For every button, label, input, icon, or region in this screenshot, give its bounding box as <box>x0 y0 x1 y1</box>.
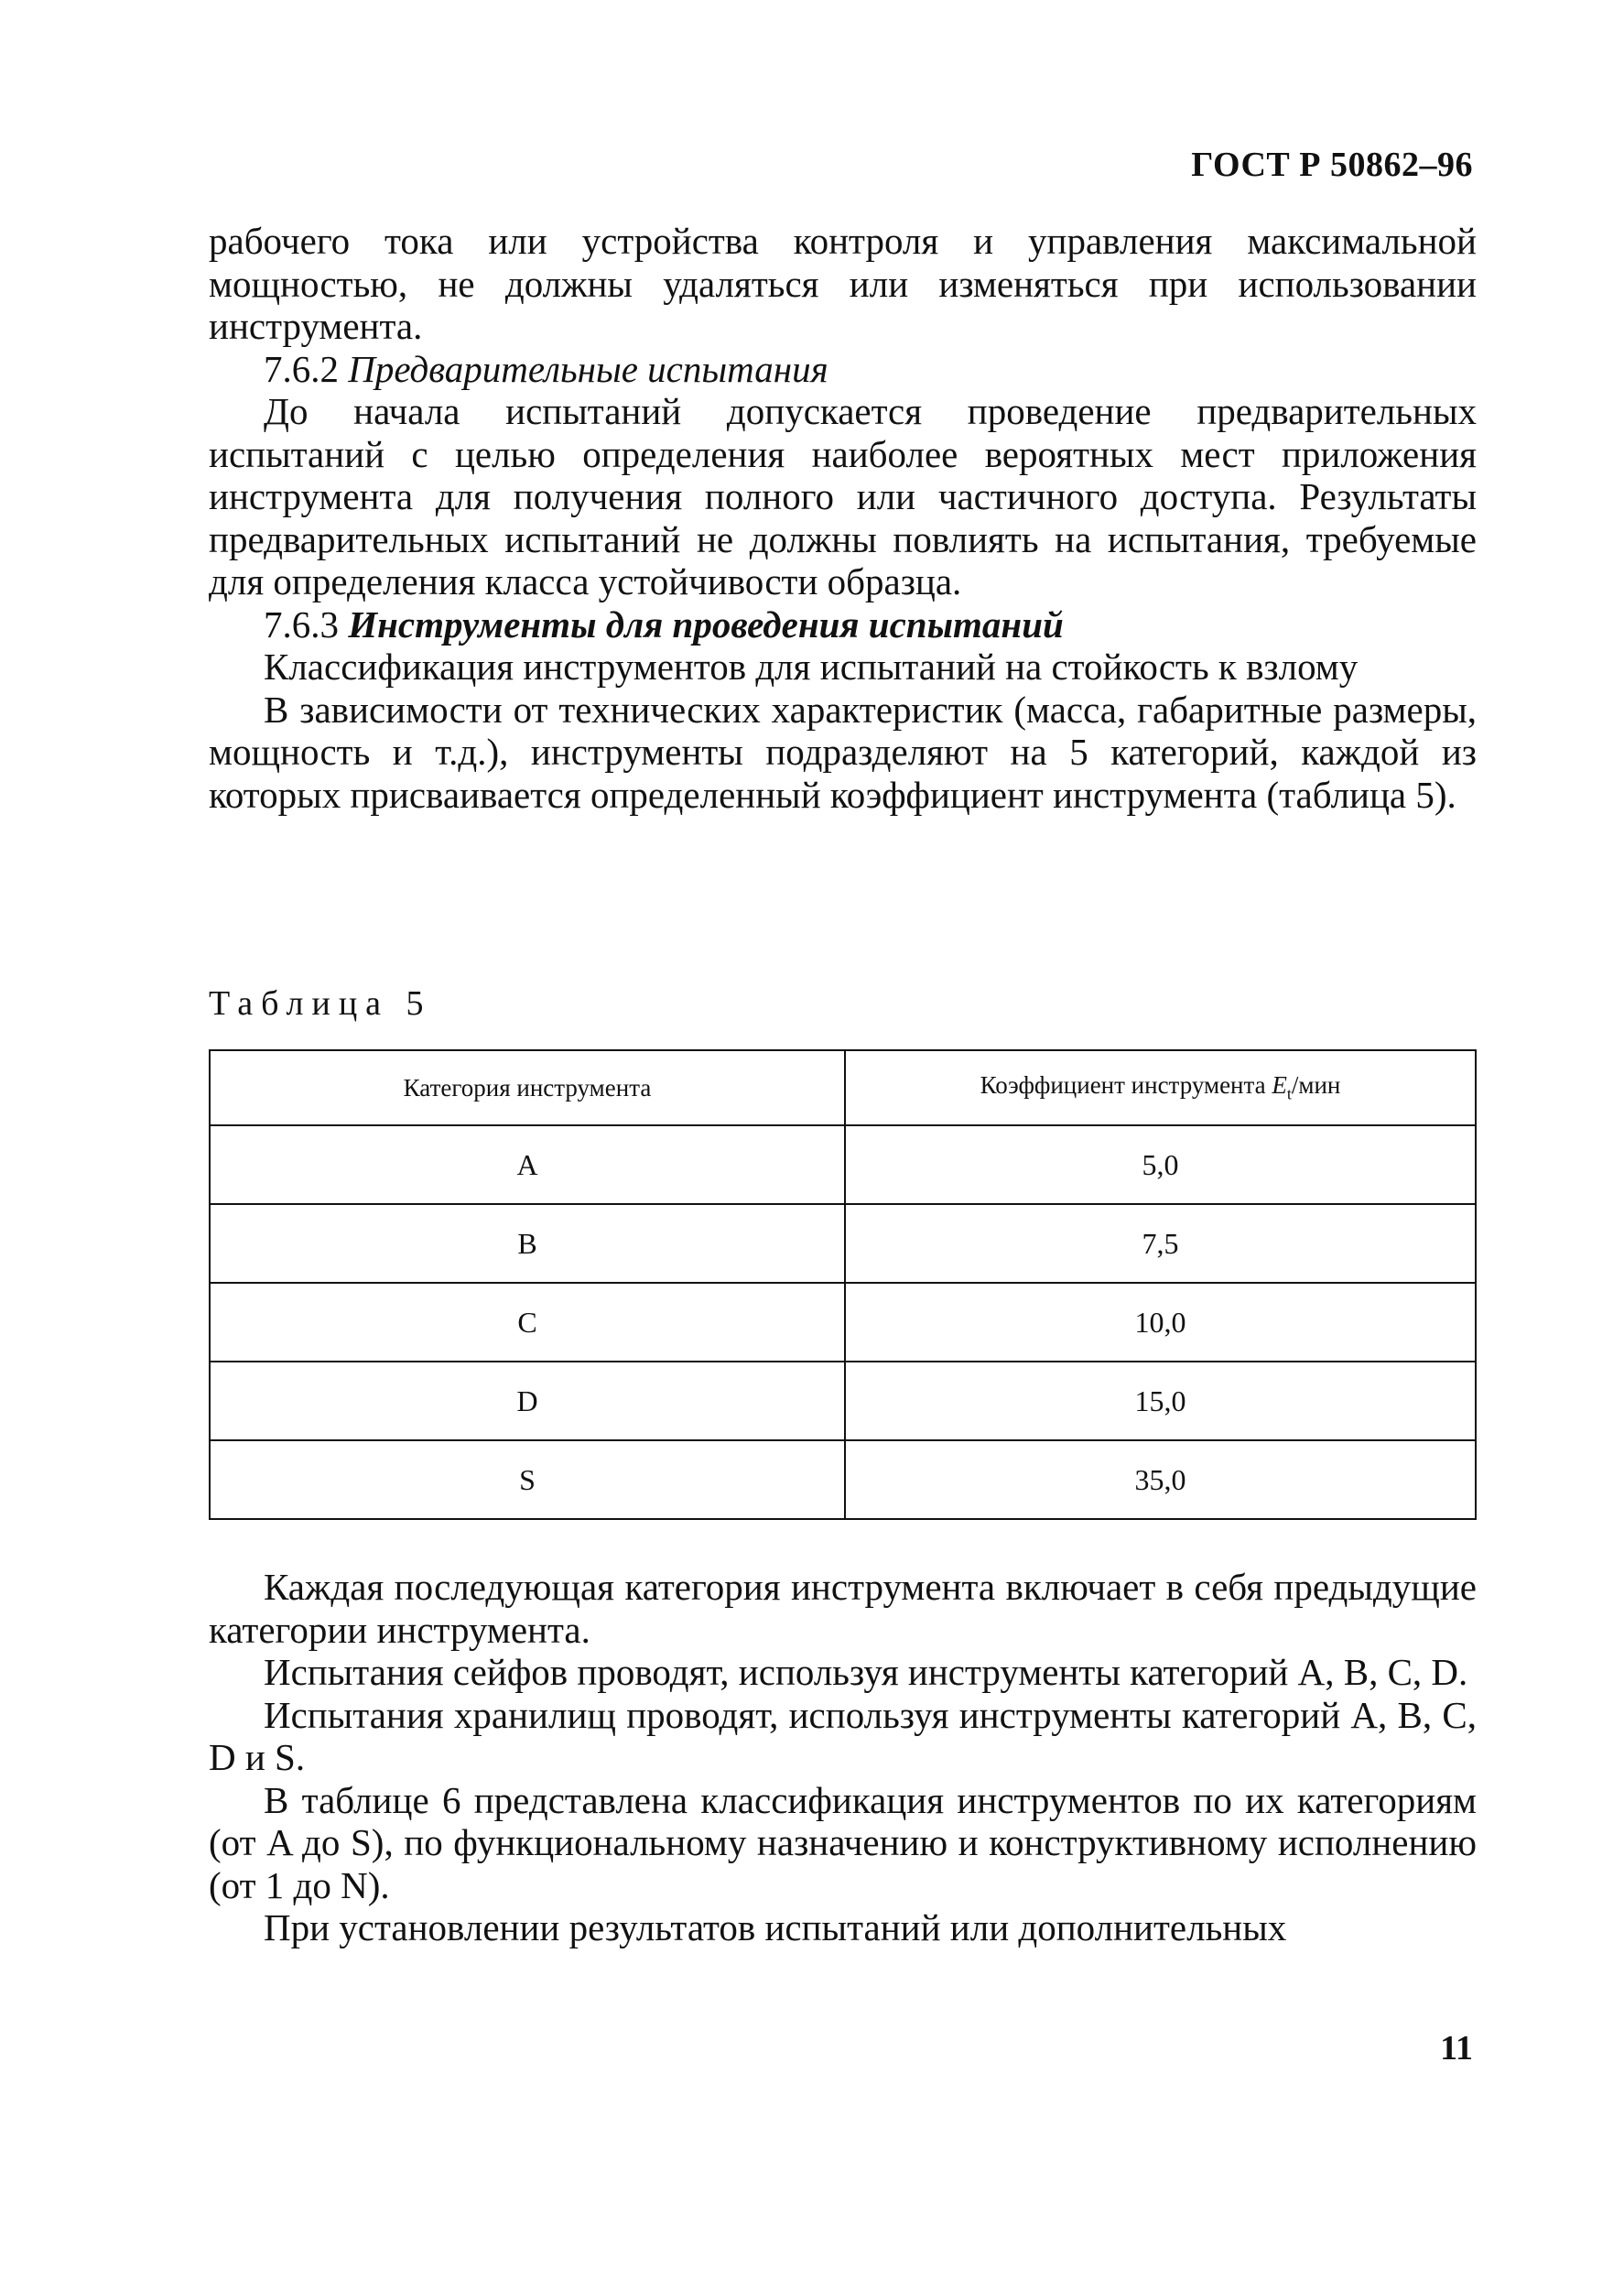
cell-coefficient: 15,0 <box>845 1362 1476 1440</box>
table-row <box>210 1204 1476 1283</box>
coefficient-symbol: E <box>1272 1071 1287 1100</box>
table-header-row <box>210 1050 1476 1125</box>
cell-coefficient: 10,0 <box>845 1283 1476 1362</box>
column-header-category: Категория инструмента <box>210 1050 845 1125</box>
coefficient-subscript: t <box>1286 1084 1292 1103</box>
page-number: 11 <box>1440 2029 1473 2068</box>
cell-category: B <box>210 1204 845 1283</box>
section-title: Инструменты для проведения испытаний <box>348 602 1064 646</box>
section-number: 7.6.3 <box>264 602 339 646</box>
section-heading-7-6-2 <box>209 348 1477 391</box>
column-header-coefficient: Коэффициент инструмента $E_t$/мин <box>845 1050 1476 1125</box>
section-title: Предварительные испытания <box>348 347 828 390</box>
paragraph-continued: При установлении результатов испытаний или дополнительных <box>264 1906 1287 1948</box>
cell-category: A <box>210 1125 845 1204</box>
paragraph-category-inclusion: Каждая последующая категория инструмента включает в себя предыдущие категории инструмента. <box>209 1566 1477 1651</box>
document-code-header: ГОСТ Р 50862–96 <box>1191 146 1473 184</box>
paragraph-classification: Классификация инструментов для испытаний на стойкость к взлому <box>264 646 1359 688</box>
cell-coefficient: 5,0 <box>845 1125 1476 1204</box>
table-row <box>210 1125 1476 1204</box>
table-row <box>210 1283 1476 1362</box>
paragraph-safe-tests: Испытания сейфов проводят, используя инструменты категорий A, B, C, D. <box>264 1651 1468 1693</box>
paragraph-continuation: рабочего тока или устройства контроля и управления максимальной мощностью, не должны удаляться или изменяться при использовании инструмента. <box>209 220 1477 347</box>
cell-coefficient: 7,5 <box>845 1204 1476 1283</box>
paragraph-table-6-reference: В таблице 6 представлена классификация инструментов по их категориям (от A до S), по функциональному назначению и конструктивному исполнению (от 1 до N). <box>209 1778 1477 1906</box>
table-row <box>210 1440 1476 1519</box>
section-number: 7.6.2 <box>264 347 339 390</box>
paragraph-categories: В зависимости от технических характеристик (масса, габаритные размеры, мощность и т.д.), инструменты подразделяют на 5 категорий, каждой из которых присваивается определенный коэффициент инструмента (таблица 5). <box>209 688 1477 816</box>
section-heading-7-6-3 <box>209 603 1477 646</box>
bottom-text-block <box>209 1566 1477 1949</box>
paragraph-preliminary-tests: До начала испытаний допускается проведение предварительных испытаний с целью определения наиболее вероятных мест приложения инструмента для получения полного или частичного доступа. Результаты предварительных испытаний не должны повлиять на испытания, требуемые для определения класса устойчивости образца. <box>209 390 1477 602</box>
tool-category-table <box>209 1049 1477 1520</box>
cell-category: C <box>210 1283 845 1362</box>
paragraph-vault-tests: Испытания хранилищ проводят, используя инструменты категорий A, B, C, D и S. <box>209 1693 1477 1778</box>
table-caption: Таблица 5 <box>209 984 432 1023</box>
top-text-block <box>209 220 1477 816</box>
cell-coefficient: 35,0 <box>845 1440 1476 1519</box>
cell-category: D <box>210 1362 845 1440</box>
cell-category: S <box>210 1440 845 1519</box>
table-row <box>210 1362 1476 1440</box>
